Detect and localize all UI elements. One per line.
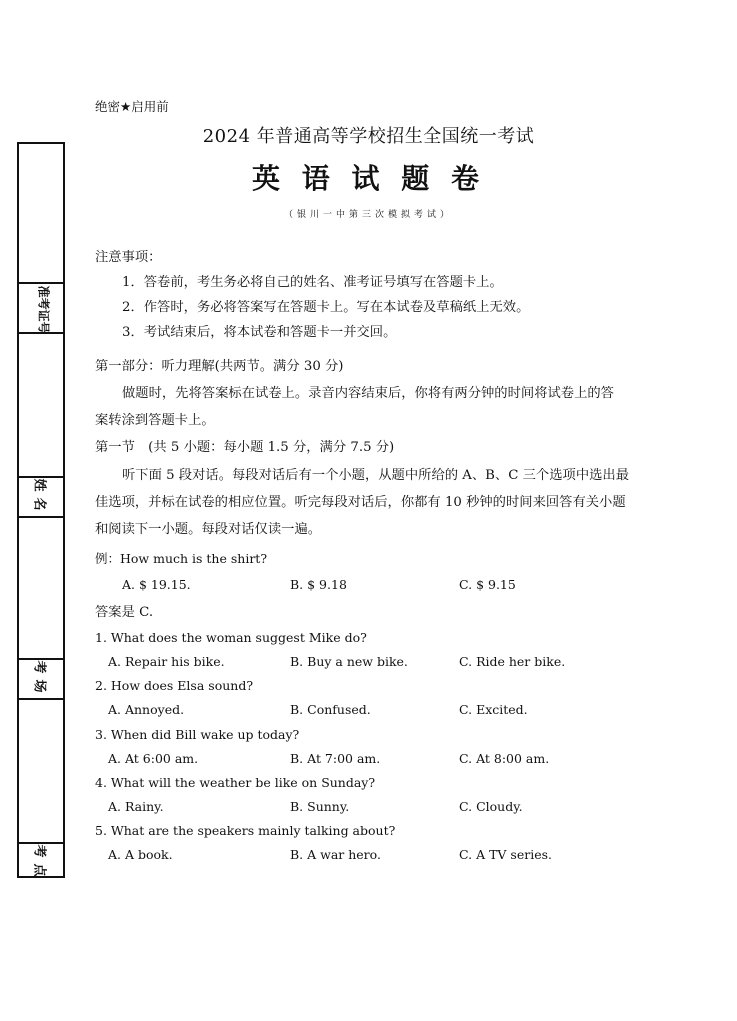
section1-instructions: 听下面 5 段对话。每段对话后有一个小题，从题中所给的 A、B、C 三个选项中选出最 — [122, 468, 630, 483]
strip-divider — [19, 282, 63, 284]
example-option-a: A. $ 19.15. — [122, 577, 191, 592]
page-title: 英 语 试 题 卷 — [252, 162, 485, 195]
option-2b: B. Confused. — [290, 702, 371, 717]
question-3: 3. When did Bill wake up today? — [95, 727, 300, 742]
option-1c: C. Ride her bike. — [459, 654, 566, 669]
example-option-b: B. $ 9.18 — [290, 577, 347, 592]
option-4a: A. Rainy. — [108, 799, 164, 814]
note-item: 3．考试结束后，将本试卷和答题卡一并交回。 — [122, 325, 397, 340]
section1-heading: 第一节 (共 5 小题：每小题 1.5 分，满分 7.5 分) — [95, 440, 395, 455]
option-3c: C. At 8:00 am. — [459, 751, 550, 766]
part1-heading: 第一部分：听力理解(共两节。满分 30 分) — [95, 359, 344, 374]
page-subtitle: （银川一中第三次模拟考试） — [283, 210, 453, 220]
note-item: 1．答卷前，考生务必将自己的姓名、准考证号填写在答题卡上。 — [122, 275, 503, 290]
example-answer: 答案是 C. — [95, 605, 154, 620]
option-2a: A. Annoyed. — [108, 702, 185, 717]
question-5: 5. What are the speakers mainly talking about? — [95, 823, 396, 838]
section1-instructions: 和阅读下一小题。每段对话仅读一遍。 — [95, 522, 322, 537]
notes-heading: 注意事项： — [95, 250, 162, 265]
label-exam-site: 考点 — [31, 844, 47, 883]
option-1a: A. Repair his bike. — [108, 654, 225, 669]
section1-instructions: 佳选项，并标在试卷的相应位置。听完每段对话后，你都有 10 秒钟的时间来回答有关小题 — [95, 495, 626, 510]
option-5b: B. A war hero. — [290, 847, 381, 862]
label-name: 姓名 — [31, 478, 47, 517]
option-5a: A. A book. — [108, 847, 173, 862]
part1-intro: 案转涂到答题卡上。 — [95, 413, 215, 428]
label-exam-room: 考场 — [31, 660, 47, 699]
note-item: 2．作答时，务必将答案写在答题卡上。写在本试卷及草稿纸上无效。 — [122, 300, 530, 315]
question-2: 2. How does Elsa sound? — [95, 678, 254, 693]
example-option-c: C. $ 9.15 — [459, 577, 516, 592]
label-exam-number: 准考证号 — [36, 285, 51, 334]
confidential-mark: 绝密★启用前 — [95, 99, 169, 114]
question-1: 1. What does the woman suggest Mike do? — [95, 630, 367, 645]
exam-name: 2024 年普通高等学校招生全国统一考试 — [202, 126, 535, 147]
option-3a: A. At 6:00 am. — [108, 751, 199, 766]
option-5c: C. A TV series. — [459, 847, 552, 862]
example-question: 例：How much is the shirt? — [95, 551, 268, 566]
option-4b: B. Sunny. — [290, 799, 350, 814]
option-2c: C. Excited. — [459, 702, 528, 717]
option-1b: B. Buy a new bike. — [290, 654, 408, 669]
option-3b: B. At 7:00 am. — [290, 751, 381, 766]
question-4: 4. What will the weather be like on Sunday? — [95, 775, 376, 790]
option-4c: C. Cloudy. — [459, 799, 523, 814]
part1-intro: 做题时，先将答案标在试卷上。录音内容结束后，你将有两分钟的时间将试卷上的答 — [122, 386, 614, 401]
binding-strip — [17, 142, 65, 883]
